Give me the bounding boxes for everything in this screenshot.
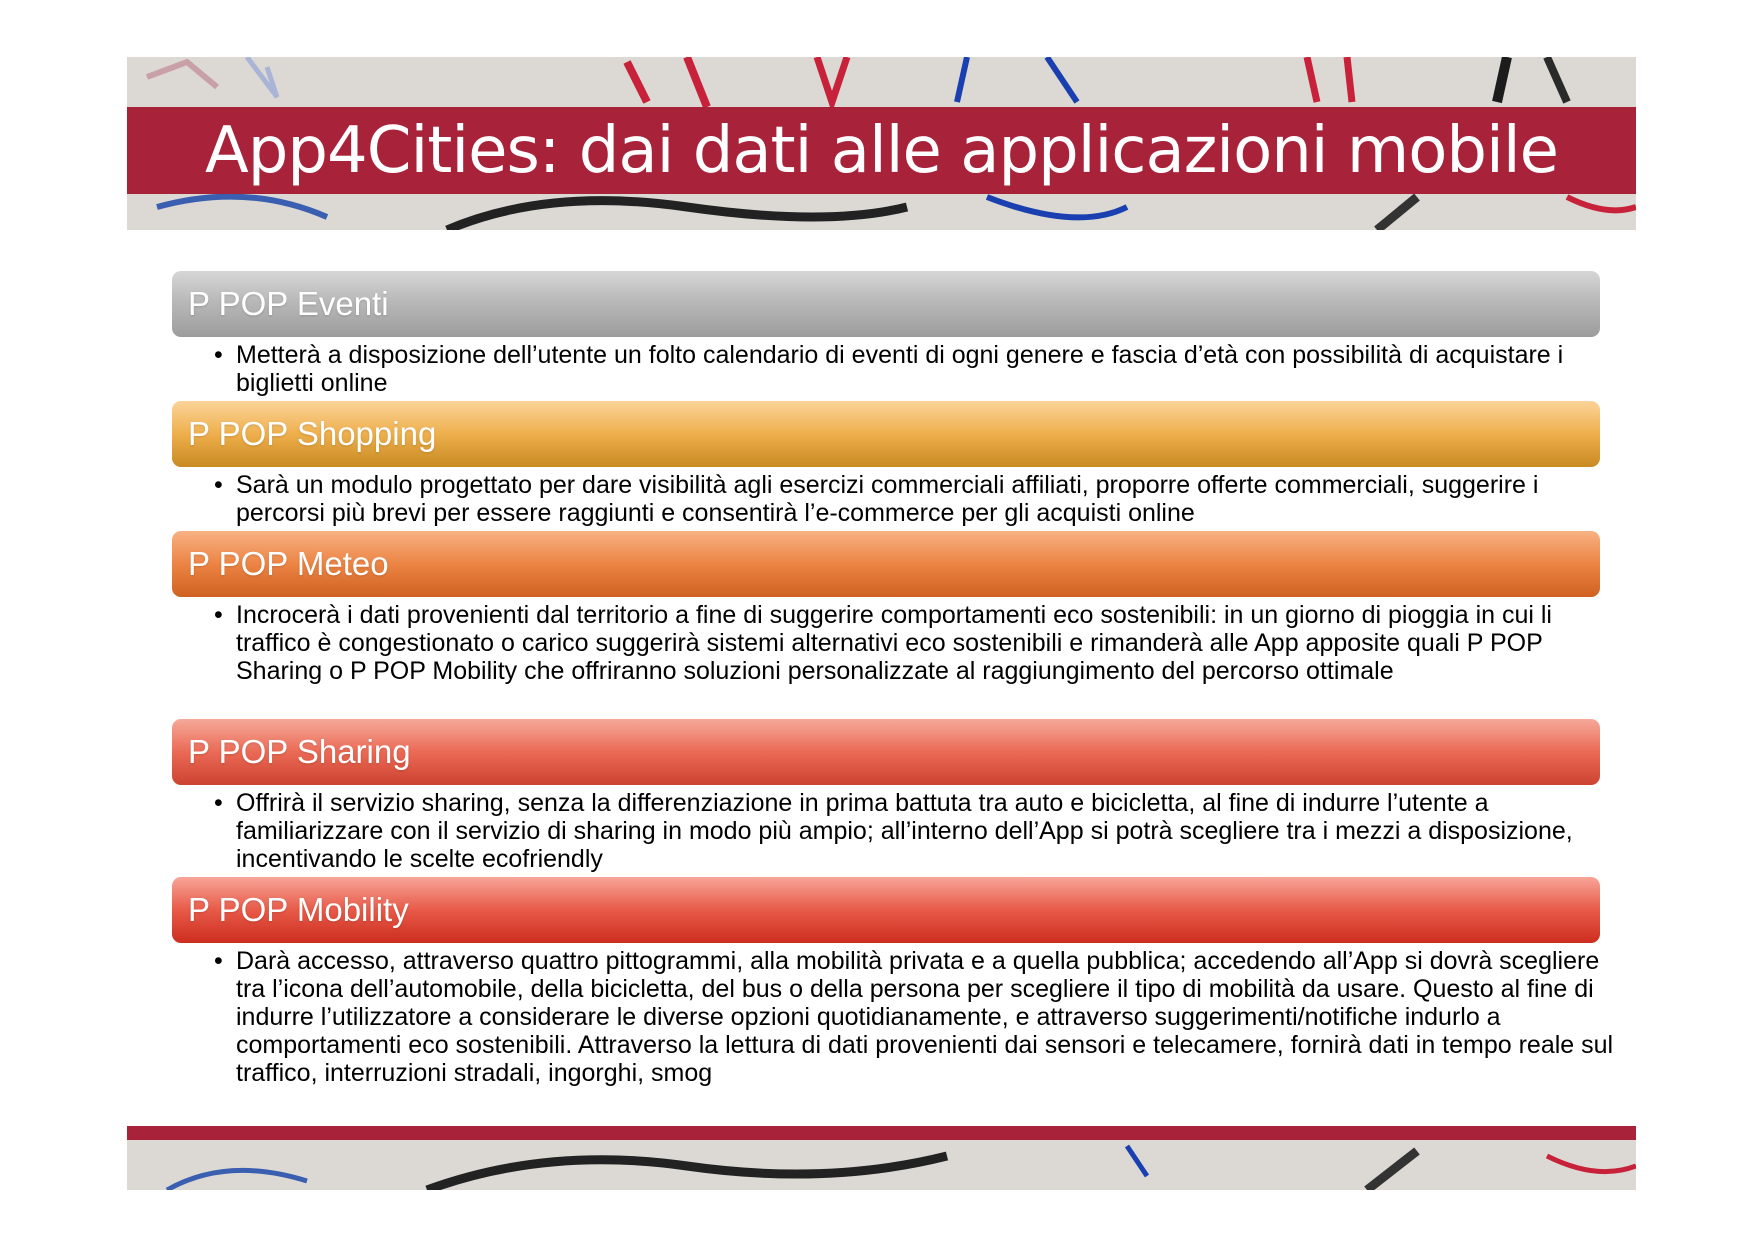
bullet-text-shopping: Sarà un modulo progettato per dare visibilità agli esercizi commerciali affiliati, proporre offerte commerciali, suggerire i percorsi più brevi per essere raggiunti e consentirà l’e-commerce per gli acquisti online xyxy=(236,471,1539,527)
section-header-mobility: P POP Mobility xyxy=(172,877,1600,943)
title-band xyxy=(127,107,1636,194)
bullet-mobility xyxy=(214,947,1614,1087)
title-banner xyxy=(127,57,1636,230)
bullet-glyph: • xyxy=(214,947,223,975)
bullet-eventi xyxy=(214,341,1614,397)
bullet-glyph: • xyxy=(214,341,223,369)
bullet-meteo xyxy=(214,601,1614,685)
bullet-glyph: • xyxy=(214,601,223,629)
bullet-text-meteo: Incrocerà i dati provenienti dal territorio a fine di suggerire comportamenti eco sostenibili: in un giorno di pioggia in cui li traffico è congestionato o carico suggerirà sistemi alternativi eco sostenibili e rimanderà alle App apposite quali P POP Sharing o P POP Mobility che offriranno soluzioni personalizzate al raggiungimento del percorso ottimale xyxy=(236,601,1552,685)
footer-band xyxy=(127,1126,1636,1140)
bullet-glyph: • xyxy=(214,471,223,499)
page-title: App4Cities: dai dati alle applicazioni mobile xyxy=(205,113,1558,188)
section-header-eventi: P POP Eventi xyxy=(172,271,1600,337)
bullet-shopping xyxy=(214,471,1614,527)
section-header-meteo: P POP Meteo xyxy=(172,531,1600,597)
section-header-shopping: P POP Shopping xyxy=(172,401,1600,467)
section-header-sharing: P POP Sharing xyxy=(172,719,1600,785)
bullet-text-mobility: Darà accesso, attraverso quattro pittogrammi, alla mobilità privata e a quella pubblica; accedendo all’App si dovrà scegliere tra l’icona dell’automobile, della bicicletta, del bus o della persona per scegliere il tipo di mobilità da usare. Questo al fine di indurre l’utilizzatore a considerare le diverse opzioni quotidianamente, e attraverso suggerimenti/notifiche indurlo a comportamenti eco sostenibili. Attraverso la lettura di dati provenienti dai sensori e telecamere, fornirà dati in tempo reale sul traffico, interruzioni stradali, ingorghi, smog xyxy=(236,947,1614,1087)
bullet-sharing xyxy=(214,789,1614,873)
footer-banner xyxy=(127,1126,1636,1190)
bullet-text-sharing: Offrirà il servizio sharing, senza la differenziazione in prima battuta tra auto e bicicletta, al fine di indurre l’utente a familiarizzare con il servizio di sharing in modo più ampio; all’interno dell’App si potrà scegliere tra i mezzi a disposizione, incentivando le scelte ecofriendly xyxy=(236,789,1573,873)
bullet-glyph: • xyxy=(214,789,223,817)
bullet-text-eventi: Metterà a disposizione dell’utente un folto calendario di eventi di ogni genere e fascia d’età con possibilità di acquistare i biglietti online xyxy=(236,341,1564,397)
